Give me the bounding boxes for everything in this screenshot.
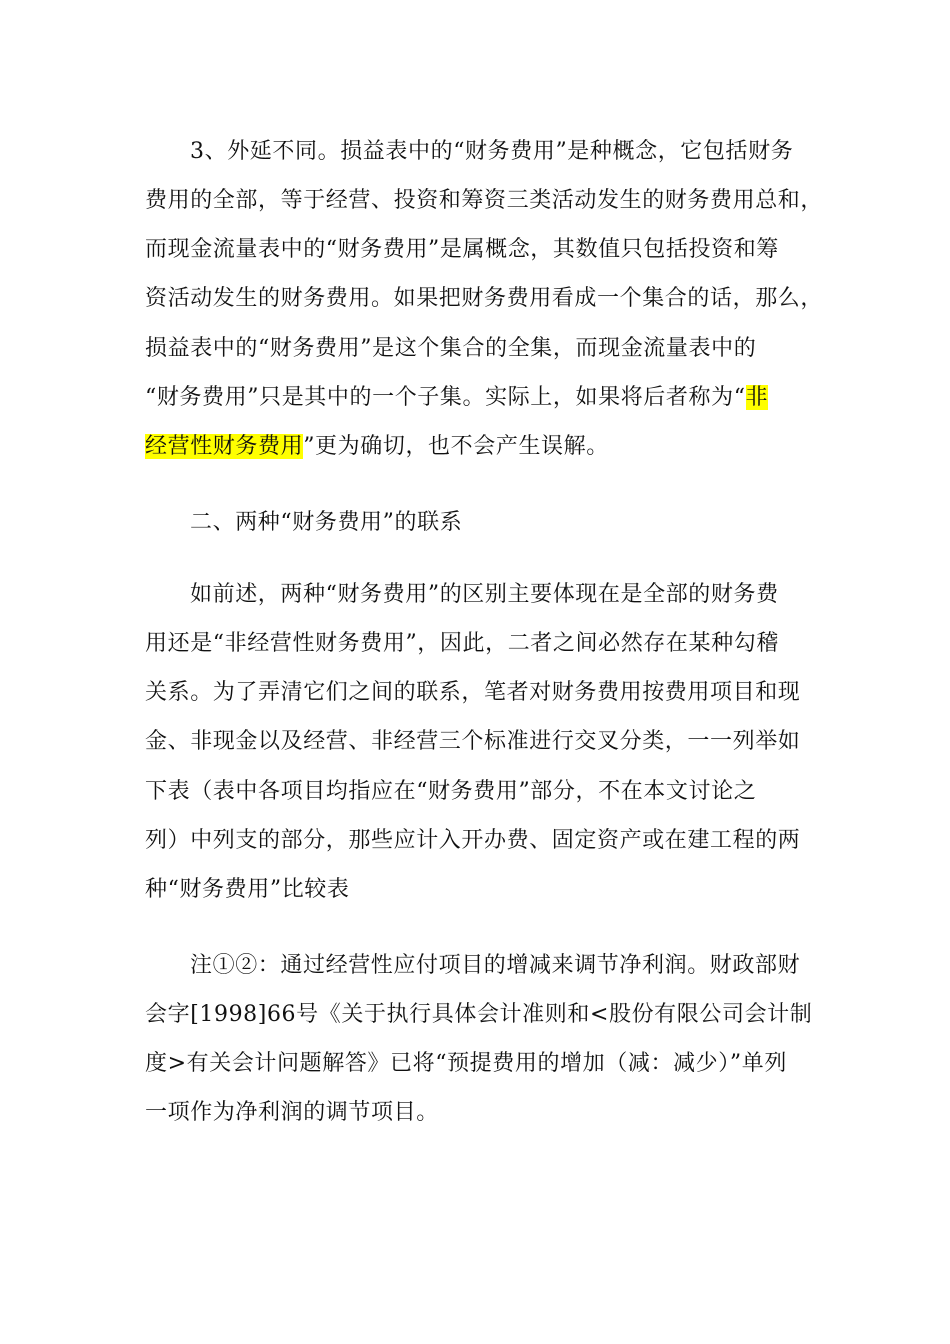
note-line-1: 注①②：通过经营性应付项目的增减来调节净利润。财政部财 [190,953,801,978]
paragraph-1-line-7-text: ”更为确切，也不会产生误解。 [303,434,609,459]
paragraph-2-line-7: 种“财务费用”比较表 [145,877,350,902]
section-heading: 二、两种“财务费用”的联系 [190,510,463,535]
highlighted-text: 非 [745,385,769,410]
paragraph-1-line-7 [145,432,609,462]
highlighted-text: 经营性财务费用 [145,434,304,459]
paragraph-2-line-1: 如前述，两种“财务费用”的区别主要体现在是全部的财务费 [190,582,779,607]
paragraph-2-line-5: 下表（表中各项目均指应在“财务费用”部分，不在本文讨论之 [145,779,757,804]
note-line-2: 会字[1998]66号《关于执行具体会计准则和<股份有限公司会计制 [145,1002,813,1027]
paragraph-1-line-3: 而现金流量表中的“财务费用”是属概念，其数值只包括投资和筹 [145,237,779,262]
note-line-4: 一项作为净利润的调节项目。 [145,1100,439,1125]
paragraph-2-line-3: 关系。为了弄清它们之间的联系，笔者对财务费用按费用项目和现 [145,680,801,705]
paragraph-2-line-4: 金、非现金以及经营、非经营三个标准进行交叉分类，一一列举如 [145,729,801,754]
paragraph-1-line-4: 资活动发生的财务费用。如果把财务费用看成一个集合的话，那么， [145,286,824,311]
paragraph-1-line-1: 3、外延不同。损益表中的“财务费用”是种概念，它包括财务 [190,139,794,164]
paragraph-2-line-6: 列）中列支的部分，那些应计入开办费、固定资产或在建工程的两 [145,828,801,853]
paragraph-1-line-6-text: “财务费用”只是其中的一个子集。实际上，如果将后者称为“ [145,385,746,410]
paragraph-2-line-2: 用还是“非经营性财务费用”，因此，二者之间必然存在某种勾稽 [145,631,779,656]
paragraph-1-line-6 [145,383,768,413]
paragraph-1-line-2: 费用的全部，等于经营、投资和筹资三类活动发生的财务费用总和， [145,188,824,213]
note-line-3: 度>有关会计问题解答》已将“预提费用的增加（减：减少）”单列 [145,1051,787,1076]
paragraph-1-line-5: 损益表中的“财务费用”是这个集合的全集，而现金流量表中的 [145,336,757,361]
